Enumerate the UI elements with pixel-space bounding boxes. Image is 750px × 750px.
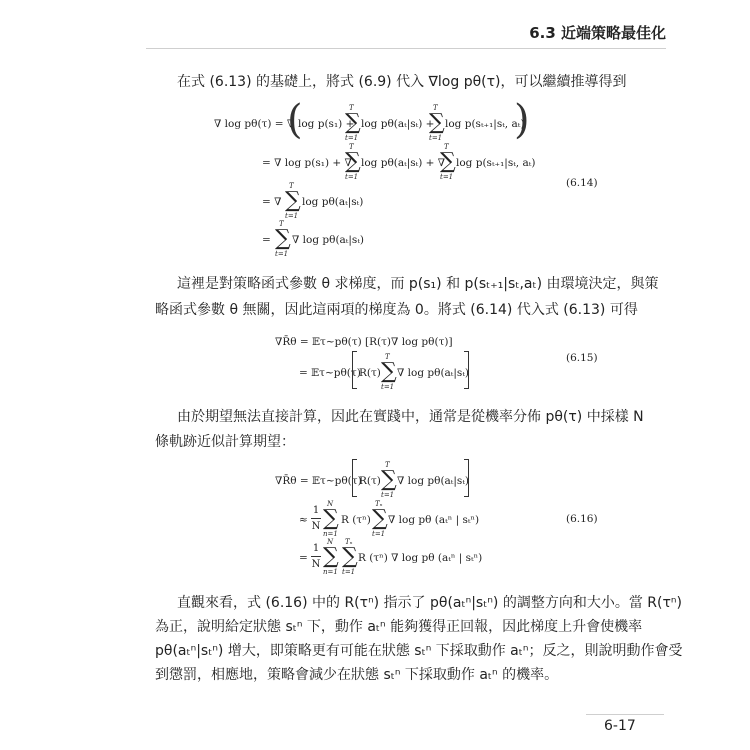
sum-upper-limit: Tₙ — [345, 538, 353, 546]
fraction-numerator: 1 — [312, 505, 320, 516]
sum-lower-limit: t=1 — [429, 134, 443, 142]
sum-lower-limit: n=1 — [323, 568, 338, 576]
fraction-denominator: N — [311, 521, 321, 532]
eq-6-16-line1-part-b: R(τ) — [359, 475, 381, 487]
summation-symbol: ∑ — [429, 110, 445, 135]
section-header-title: 6.3 近端策略最佳化 — [529, 24, 666, 42]
eq-6-16-right-bracket — [464, 459, 469, 497]
paragraph-gradient-explanation-line2: 略函式參數 θ 無關，因此這兩項的梯度為 0。將式 (6.14) 代入式 (6.13) 可得 — [155, 302, 638, 318]
sum-upper-limit: T — [279, 220, 284, 228]
eq-6-16-line3-term: R (τⁿ) ∇ log pθ (aₜⁿ | sₜⁿ) — [358, 552, 483, 564]
summation-symbol: ∑ — [372, 506, 388, 531]
paragraph-gradient-explanation-line1: 這裡是對策略函式參數 θ 求梯度，而 p(s₁) 和 p(sₜ₊₁|sₜ,aₜ) 由環境決定，與策 — [177, 276, 659, 292]
summation-symbol: ∑ — [275, 226, 291, 251]
sum-lower-limit: t=1 — [345, 173, 359, 181]
summation-symbol: ∑ — [345, 149, 361, 174]
sum-lower-limit: t=1 — [342, 568, 356, 576]
summation-symbol: ∑ — [381, 467, 397, 492]
summation-symbol: ∑ — [381, 359, 397, 384]
sum-lower-limit: t=1 — [345, 134, 359, 142]
equation-number-6-15: (6.15) — [566, 352, 598, 364]
sum-lower-limit: t=1 — [440, 173, 454, 181]
eq-6-14-line4-part-a: = — [262, 234, 271, 246]
summation-symbol: ∑ — [285, 188, 301, 213]
fraction-numerator: 1 — [312, 543, 320, 554]
eq-6-14-line2-part-c: log p(sₜ₊₁|sₜ, aₜ) — [456, 157, 536, 169]
header-rule — [146, 48, 666, 49]
eq-6-16-line1-part-a: ∇R̄θ = 𝔼τ∼pθ(τ) — [275, 475, 362, 487]
eq-6-15-line2-part-b: R(τ) — [359, 367, 381, 379]
sum-upper-limit: T — [289, 182, 294, 190]
sum-upper-limit: T — [385, 461, 390, 469]
eq-6-15-line2-part-c: ∇ log pθ(aₜ|sₜ) — [397, 367, 470, 379]
eq-6-15-right-bracket — [464, 351, 469, 389]
sum-upper-limit: T — [433, 104, 438, 112]
paragraph-interpretation-line4: 到懲罰，相應地，策略會減少在狀態 sₜⁿ 下採取動作 aₜⁿ 的機率。 — [155, 667, 559, 683]
fraction-bar — [311, 518, 321, 519]
eq-6-14-line1-term-c: log p(sₜ₊₁|sₜ, aₜ) — [445, 118, 525, 130]
eq-6-16-line2-reward: R (τⁿ) — [341, 514, 371, 526]
paragraph-intro: 在式 (6.13) 的基礎上，將式 (6.9) 代入 ∇log pθ(τ)，可以繼續推導得到 — [177, 74, 627, 90]
eq-6-14-line3-part-a: = ∇ — [262, 196, 282, 208]
footer-rule — [586, 714, 664, 715]
eq-6-14-left-paren: ( — [287, 97, 303, 143]
sum-lower-limit: t=1 — [381, 383, 395, 391]
sum-upper-limit: N — [327, 538, 334, 546]
eq-6-14-line4-part-b: ∇ log pθ(aₜ|sₜ) — [292, 234, 365, 246]
summation-symbol: ∑ — [440, 149, 456, 174]
sum-lower-limit: t=1 — [381, 491, 395, 499]
eq-6-15-left-bracket — [352, 351, 357, 389]
paragraph-sampling-line1: 由於期望無法直接計算，因此在實踐中，通常是從機率分佈 pθ(τ) 中採樣 N — [177, 409, 644, 425]
equation-number-6-16: (6.16) — [566, 513, 598, 525]
eq-6-16-line3-equals: = — [299, 552, 308, 564]
eq-6-15-line1: ∇R̄θ = 𝔼τ∼pθ(τ) [R(τ)∇ log pθ(τ)] — [275, 336, 453, 348]
eq-6-14-line2-part-a: = ∇ log p(s₁) + ∇ — [262, 157, 352, 169]
sum-lower-limit: t=1 — [372, 530, 386, 538]
paragraph-interpretation-line3: pθ(aₜⁿ|sₜⁿ) 增大，即策略更有可能在狀態 sₜⁿ 下採取動作 aₜⁿ；反之，則說明動作會受 — [155, 643, 683, 659]
fraction-denominator: N — [311, 559, 321, 570]
page-number: 6-17 — [604, 718, 636, 734]
paragraph-interpretation-line2: 為正，說明給定狀態 sₜⁿ 下，動作 aₜⁿ 能夠獲得正回報，因此梯度上升會使機率 — [155, 619, 643, 635]
paragraph-interpretation-line1: 直觀來看，式 (6.16) 中的 R(τⁿ) 指示了 pθ(aₜⁿ|sₜⁿ) 的調整方向和大小。當 R(τⁿ) — [177, 595, 682, 611]
summation-symbol: ∑ — [323, 544, 339, 569]
eq-6-14-right-paren: ) — [514, 97, 530, 143]
summation-symbol: ∑ — [323, 506, 339, 531]
eq-6-14-line3-part-b: log pθ(aₜ|sₜ) — [302, 196, 364, 208]
summation-symbol: ∑ — [345, 110, 361, 135]
eq-6-16-line2-approx: ≈ — [299, 514, 308, 526]
sum-upper-limit: N — [327, 500, 334, 508]
eq-6-14-line2-part-b: log pθ(aₜ|sₜ) + ∇ — [361, 157, 446, 169]
paragraph-sampling-line2: 條軌跡近似計算期望： — [155, 434, 295, 450]
sum-upper-limit: T — [444, 143, 449, 151]
eq-6-14-line1-term-b: log pθ(aₜ|sₜ) + — [361, 118, 435, 130]
sum-lower-limit: n=1 — [323, 530, 338, 538]
sum-upper-limit: T — [349, 104, 354, 112]
sum-upper-limit: T — [349, 143, 354, 151]
eq-6-16-line2-gradient: ∇ log pθ (aₜⁿ | sₜⁿ) — [388, 514, 480, 526]
sum-lower-limit: t=1 — [275, 250, 289, 258]
eq-6-15-line2-part-a: = 𝔼τ∼pθ(τ) — [299, 367, 361, 379]
eq-6-14-line1-term-a: log p(s₁) + — [298, 118, 355, 130]
sum-upper-limit: Tₙ — [375, 500, 383, 508]
sum-upper-limit: T — [385, 353, 390, 361]
sum-lower-limit: t=1 — [285, 212, 299, 220]
summation-symbol: ∑ — [342, 544, 358, 569]
fraction-bar — [311, 556, 321, 557]
eq-6-16-line1-part-c: ∇ log pθ(aₜ|sₜ) — [397, 475, 470, 487]
eq-6-14-line1-lhs: ∇ log pθ(τ) = ∇ — [214, 118, 295, 130]
eq-6-16-left-bracket — [352, 459, 357, 497]
equation-number-6-14: (6.14) — [566, 177, 598, 189]
